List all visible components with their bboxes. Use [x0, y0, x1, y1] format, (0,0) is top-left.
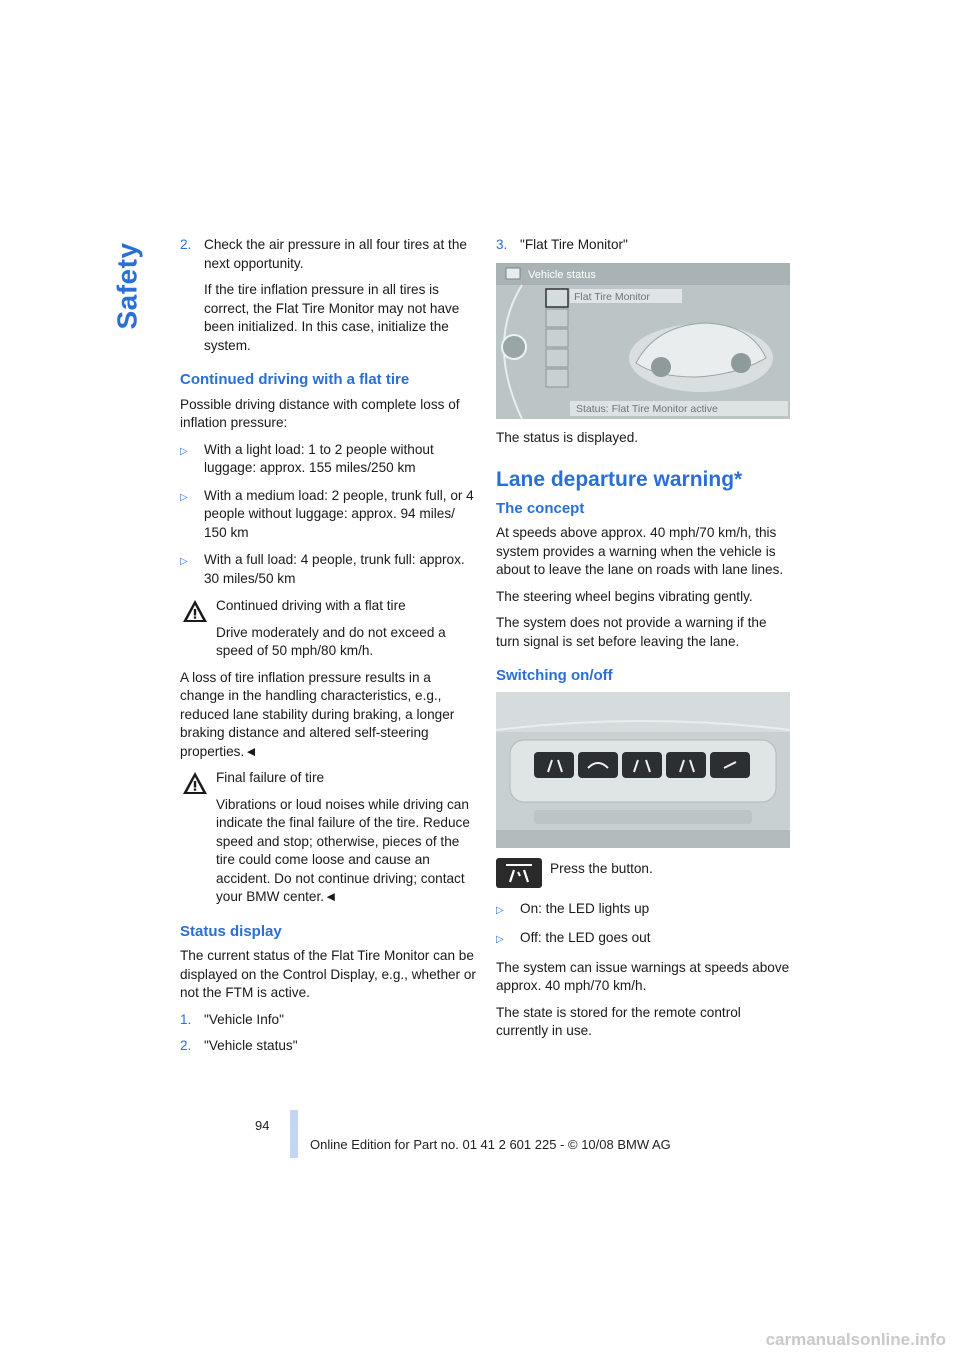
bullet-text: With a medium load: 2 people, trunk full, or 4 people without luggage: approx. 94 miles/ 150 km [204, 487, 474, 540]
stored-state-text: The state is stored for the remote control currently in use. [496, 1004, 741, 1038]
bullet-text: With a light load: 1 to 2 people without luggage: approx. 155 miles/250 km [204, 441, 434, 475]
heading-switching: Switching on/off [496, 667, 613, 684]
lane-departure-button-icon [496, 858, 542, 888]
bullet-marker: ▷ [496, 934, 504, 945]
turn-signal-text: The system does not provide a warning if the turn signal is set before leaving the lane. [496, 615, 767, 649]
warning-triangle-icon [182, 599, 208, 623]
bullet-text: Off: the LED goes out [520, 930, 651, 945]
warning-title: Final failure of tire [216, 770, 325, 785]
lane-departure-button-row [496, 858, 792, 888]
heading-concept: The concept [496, 499, 585, 517]
bullet-text: On: the LED lights up [520, 900, 650, 916]
section-title: Safety [111, 242, 143, 330]
list-item [496, 929, 792, 950]
warning-body-first: Drive moderately and do not exceed a speed of 50 mph/80 km/h. [216, 624, 446, 658]
list-item [180, 441, 476, 478]
footer-edition-text: Online Edition for Part no. 01 41 2 601 225 - © 10/08 BMW AG [310, 1137, 671, 1152]
issue-warnings-text: The system can issue warnings at speeds above approx. 40 mph/70 km/h. [496, 959, 790, 993]
step-text: "Flat Tire Monitor" [520, 237, 628, 252]
right-column [496, 236, 792, 1049]
step-text: "Vehicle Info" [204, 1011, 284, 1027]
bullet-marker: ▷ [180, 445, 188, 457]
bullet-marker: ▷ [180, 491, 188, 503]
warning-block-final-failure [180, 769, 476, 907]
warning-block-flat-tire [180, 597, 476, 661]
bullet-text: With a full load: 4 people, trunk full: approx. 30 miles/50 km [204, 552, 465, 586]
step-text: "Vehicle status" [204, 1038, 298, 1053]
list-item [496, 900, 792, 921]
step-number: 1. [180, 1011, 192, 1027]
steering-text: The steering wheel begins vibrating gently. [496, 588, 753, 604]
step-number: 2. [180, 1038, 192, 1053]
footer-accent-bar [290, 1110, 298, 1158]
warning-triangle-icon [182, 771, 208, 795]
step-note: If the tire inflation pressure in all tires is correct, the Flat Tire Monitor may not have been initialized. In this case, initialize the system. [204, 282, 460, 353]
heading-continued-driving: Continued driving with a flat tire [180, 371, 410, 388]
watermark: carmanualsonline.info [765, 1330, 946, 1349]
concept-text: At speeds above approx. 40 mph/70 km/h, this system provides a warning when the vehicle is about to leave the lane on roads with lane lines. [496, 525, 784, 577]
section-tab [111, 236, 154, 336]
step-number: 3. [496, 237, 508, 252]
step-number: 2. [180, 237, 192, 252]
heading-lane-departure: Lane departure warning* [496, 468, 743, 491]
step-2b [180, 1037, 476, 1056]
screen-menu-item: Flat Tire Monitor [574, 290, 650, 303]
button-panel-photo [496, 692, 790, 848]
status-display-text: The current status of the Flat Tire Monitor can be displayed on the Control Display, e.g., whether or not the FTM is active. [180, 948, 476, 1000]
screen-title: Vehicle status [528, 268, 596, 281]
control-display-screenshot [496, 263, 790, 419]
list-item [180, 487, 476, 543]
screen-status: Status: Flat Tire Monitor active [576, 402, 718, 415]
step-3 [496, 236, 792, 255]
left-column [180, 236, 476, 1064]
heading-status-display: Status display [180, 922, 282, 940]
press-button-text: Press the button. [550, 860, 653, 876]
bullet-marker: ▷ [496, 904, 504, 916]
step-1 [180, 1011, 476, 1030]
warning-title: Continued driving with a flat tire [216, 598, 406, 613]
page-number: 94 [255, 1118, 270, 1133]
button-panel-graphic [496, 692, 790, 848]
bullet-marker: ▷ [180, 556, 188, 567]
step-2 [180, 236, 476, 355]
possible-distance-text: Possible driving distance with complete loss of inflation pressure: [180, 396, 460, 430]
control-display-graphic [496, 263, 790, 419]
status-displayed-text: The status is displayed. [496, 429, 639, 445]
warning-body: Vibrations or loud noises while driving can indicate the final failure of the tire. Reduce speed and stop; otherwise, pieces of the tire could come loose and cause an accident. Do not continue driving; contact your BMW center.◄ [216, 796, 470, 904]
step-text: Check the air pressure in all four tires at the next opportunity. [204, 237, 467, 271]
list-item [180, 551, 476, 588]
loss-of-pressure-text: A loss of tire inflation pressure results in a change in the handling characteristics, e.g., reduced lane stability during braking, a longer braking distance and altered self-steering properties.◄ [180, 669, 455, 759]
